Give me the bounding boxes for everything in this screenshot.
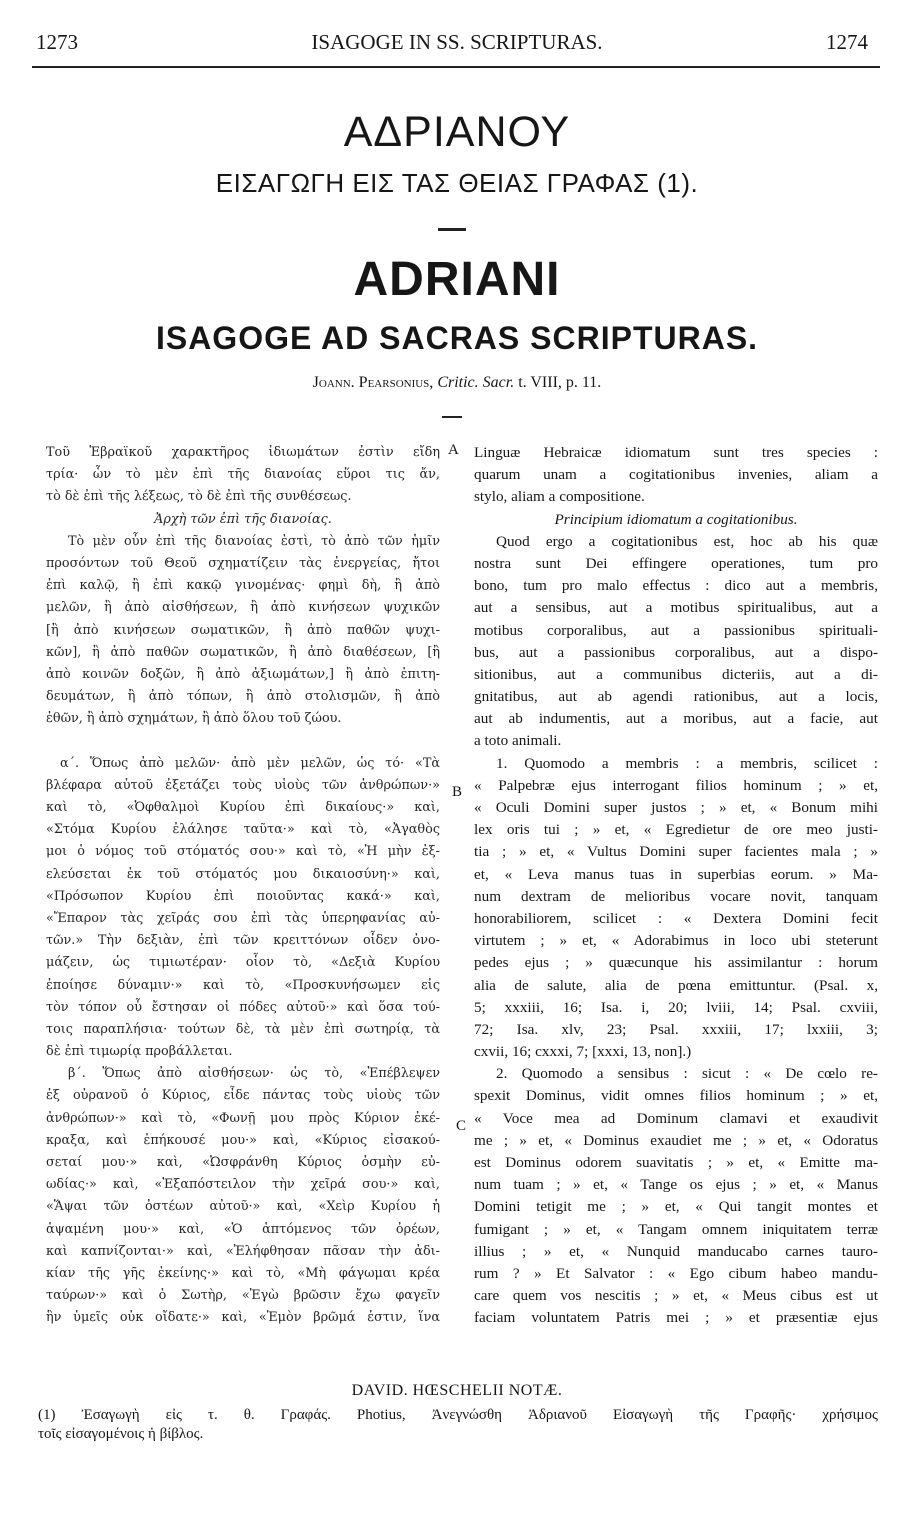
greek-line: κίαν τῆς γῆς ἐκείνης·» καὶ τὸ, «Μὴ φάγωμαι κρέα: [46, 1265, 440, 1281]
greek-line: καὶ καπνίζονται·» καὶ, «Ἐλήφθησαν πᾶσαν τὴν ἀδι-: [46, 1243, 440, 1259]
latin-line: Linguæ Hebraicæ idiomatum sunt tres species :: [474, 444, 878, 461]
margin-letter-b: B: [452, 784, 463, 800]
ref-divider: [442, 416, 462, 418]
latin-line: Principium idiomatum a cogitationibus.: [554, 510, 798, 528]
greek-column: [46, 442, 440, 1330]
greek-line: ἀπὸ κοινῶν δοξῶν, ἢ ἀπὸ ἀξιωμάτων,] ἢ ἀπὸ ἐπιτη-: [46, 666, 440, 682]
greek-line: μάζειν, ὡς τιμιωτέραν· οἷον τὸ, «Δεξιὰ Κυρίου: [46, 955, 440, 971]
latin-line: aut ab indumentis, aut a moribus, aut a facie, aut: [474, 710, 878, 728]
latin-line: bus, aut a passionibus corporalibus, aut a dispo-: [474, 643, 878, 661]
greek-line: μελῶν, ἢ ἀπὸ αἰσθήσεων, ἢ ἀπὸ κινήσεων ψυχικῶν: [46, 600, 440, 616]
greek-subtitle: ΕΙΣΑΓΩΓΗ ΕΙΣ ΤΑΣ ΘΕΙΑΣ ΓΡΑΦΑΣ (1).: [215, 168, 699, 198]
greek-line: καὶ τὸ, «Ὀφθαλμοὶ Κυρίου ἐπὶ δικαίους·» καὶ,: [46, 800, 440, 815]
latin-title: ADRIANI: [353, 253, 561, 306]
latin-line: aut a sensibus, aut a motibus spiritualibus, aut a: [474, 599, 878, 617]
latin-line: num tuam ; » et, « Tange os ejus ; » et, « Manus: [474, 1176, 878, 1194]
greek-line: κραξα, καὶ ἐπήκουσέ μου·» καὶ, «Κύριος εἰσακού-: [46, 1132, 440, 1148]
latin-line: nostra sunt Dei effingere operationes, tum pro: [474, 554, 878, 572]
footnote-line: (1) Ἐσαγωγὴ εἰς τ. θ. Γραφάς. Photius, Ἀνεγνώσθη Ἀδριανοῦ Εἰσαγωγὴ τῆς Γραφῆς· χρήσιμος: [38, 1407, 878, 1423]
notes-heading: DAVID. HŒSCHELII NOTÆ.: [351, 1382, 563, 1399]
latin-line: rum ? » Et Salvator : « Ego cibum habeo mandu-: [474, 1264, 878, 1282]
latin-line: « Palpebræ ejus interrogant filios hominum ; » et,: [474, 776, 878, 794]
margin-letter-a: A: [448, 442, 459, 458]
latin-line: bono, tum pro malo effectus : dico aut a membris,: [474, 577, 878, 595]
greek-line: τοις παραπλήσια· τούτων δὲ, τὰ μὲν ἐπὶ σωτηρίᾳ, τὰ: [46, 1021, 440, 1037]
source-reference: [0, 374, 914, 392]
greek-line: τὸ δὲ ἐπὶ τῆς λέξεως, τὸ δὲ ἐπὶ τῆς συνθέσεως.: [46, 489, 352, 505]
latin-line: tia ; » et, « Vultus Domini super facientes mala ; »: [474, 843, 878, 861]
latin-line: spexit Dominus, vidit omnes filios hominum ; » et,: [474, 1087, 878, 1105]
latin-line: 72; Isa. xlv, 23; Psal. xxxiii, 17; lxxiii, 3;: [474, 1020, 878, 1038]
latin-line: alia de salute, alia de pœna emittuntur. (Psal. x,: [474, 976, 878, 994]
greek-line: ἣν ὑμεῖς οὐκ οἴδατε·» καὶ, «Ἐμὸν βρῶμά ἐστιν, ἵνα: [46, 1310, 440, 1326]
greek-line: Ἀρχὴ τῶν ἐπὶ τῆς διανοίας.: [154, 511, 332, 527]
greek-line: ἐξ οὐρανοῦ ὁ Κύριος, εἶδε πάντας τοὺς υἱοὺς τῶν: [46, 1088, 440, 1104]
latin-column: [474, 442, 878, 1330]
footnote-line: τοῖς εἰσαγομένοις ἡ βίβλος.: [38, 1426, 204, 1442]
greek-line: ἐπὶ καλῷ, ἢ ἐπὶ κακῷ γινομένας· φημὶ δὴ, ἢ ἀπὸ: [46, 578, 440, 594]
greek-line: α΄. Ὅπως ἀπὸ μελῶν· ἀπὸ μὲν μελῶν, ὡς τό· «Τὰ: [60, 755, 440, 771]
greek-line: προσόντων τοῦ Θεοῦ σχηματίζειν τὰς ἐνεργείας, ἤτοι: [46, 555, 440, 571]
margin-letter-c: C: [456, 1118, 467, 1134]
latin-subtitle: ISAGOGE AD SACRAS SCRIPTURAS.: [155, 320, 759, 356]
latin-line: 1. Quomodo a membris : a membris, scilicet :: [496, 754, 878, 772]
latin-line: me ; » et, « Dominus exaudiet me ; » et, « Odoratus: [474, 1131, 878, 1149]
greek-line: τρία· ὧν τὸ μὲν ἐπὶ τῆς διανοίας εὕροι τις ἄν,: [46, 467, 440, 483]
latin-line: et, « Leva manus tuas in superbias eorum. » Ma-: [474, 865, 878, 883]
greek-line: «Ἔπαρον τὰς χεῖράς σου ἐπὶ τὰς ὑπερηφανίας αὐ-: [46, 910, 440, 926]
latin-line: sitionibus, aut a communibus dicteriis, aut a di-: [474, 665, 878, 683]
greek-line: ἐποίησε δύναμιν·» καὶ τὸ, «Προσκυνήσωμεν εἰς: [46, 977, 440, 993]
greek-line: [ἢ ἀπὸ κινήσεων σωματικῶν, ἢ ἀπὸ παθῶν ψυχι-: [46, 622, 440, 638]
greek-line: ταύρων·» καὶ ὁ Σωτὴρ, «Ἐγὼ βρῶσιν ἔχω φαγεῖν: [46, 1288, 440, 1304]
latin-line: num dextram de melioribus vocare novit, tanquam: [474, 887, 878, 905]
greek-line: σεταί μου·» καὶ, «Ὠσφράνθη Κύριος ὀσμὴν εὐ-: [46, 1155, 440, 1170]
greek-line: βλέφαρα αὐτοῦ ἐξετάζει τοὺς υἱοὺς τῶν ἀνθρώπων·»: [46, 777, 440, 793]
greek-line: τὸν τόπον οὗ ἔστησαν οἱ πόδες αὐτοῦ·» καὶ ὅσα τού-: [46, 999, 440, 1015]
latin-line: gnitatibus, aut ab agendi rationibus, aut a locis,: [474, 688, 878, 706]
latin-line: fumigant ; » et, « Tangam omnem iniquitatem terræ: [474, 1220, 878, 1238]
greek-line: [46, 730, 440, 752]
latin-line: stylo, aliam a compositione.: [474, 488, 645, 506]
latin-line: est Dominus odorem suavitatis ; » et, « Emitte ma-: [474, 1154, 878, 1171]
greek-line: ἁψαμένη μου·» καὶ, «Ὁ ἁπτόμενος τῶν ὀρέων,: [46, 1221, 440, 1237]
footnotes: [38, 1406, 878, 1444]
greek-line: «Στόμα Κυρίου ἐλάλησε ταῦτα·» καὶ τὸ, «Ἀγαθὸς: [46, 822, 440, 838]
latin-line: Domini tetigit me ; » et, « Qui tangit montes et: [474, 1198, 878, 1216]
greek-line: «Πρόσωπον Κυρίου ἐπὶ ποιοῦντας κακά·» καὶ,: [46, 888, 440, 904]
latin-line: illius ; » et, « Nunquid manducabo carnes tauro-: [474, 1242, 878, 1260]
greek-title: ΑΔΡΙΑΝΟΥ: [343, 108, 571, 156]
title-divider: [438, 228, 466, 231]
greek-line: τῶν.» Τὴν δεξιὰν, ἐπὶ τῶν κρειττόνων οἶδεν ὀνο-: [46, 933, 440, 949]
greek-line: ωδίας·» καὶ, «Ἐξαπόστειλον τὴν χεῖρά σου·» καὶ,: [46, 1177, 440, 1193]
latin-line: 5; xxxiii, 16; Isa. i, 20; lviii, 14; Psal. cxviii,: [474, 998, 878, 1016]
latin-line: honorabiliorem, scilicet : « Dextera Domini fecit: [474, 909, 878, 927]
source-location: t. VIII, p. 11.: [518, 374, 602, 391]
latin-line: « Oculi Domini super justos ; » et, « Bonum mihi: [474, 799, 878, 816]
header-rule: [32, 66, 880, 68]
greek-line: «Ἅψαι τῶν ὀστέων αὐτοῦ·» καὶ, «Χεὶρ Κυρίου ἡ: [46, 1199, 440, 1215]
latin-line: cxvii, 16; cxxxi, 7; [xxxi, 13, non].): [474, 1043, 692, 1061]
latin-line: faciam voluntatem Patris mei ; » et præsentiæ ejus: [474, 1309, 878, 1327]
greek-line: ἀνθρώπων·» καὶ τὸ, «Φωνῇ μου πρὸς Κύριον ἐκέ-: [46, 1110, 440, 1126]
latin-line: a toto animali.: [474, 732, 562, 750]
greek-line: ἐθῶν, ἢ ἀπὸ σχημάτων, ἢ ἀπὸ ὅλου τοῦ ζώου.: [46, 711, 342, 727]
latin-line: motibus corporalibus, aut a passionibus spirituali-: [474, 621, 878, 639]
latin-line: virtutem ; » et, « Adorabimus in loco ubi steterunt: [474, 932, 878, 950]
source-author: Joann. Pearsonius,: [312, 374, 434, 391]
latin-line: lex oris tui ; » et, « Egredietur de ore meo justi-: [474, 821, 878, 839]
running-header: [0, 30, 914, 60]
greek-line: δὲ ἐπὶ τιμωρίᾳ προβάλλεται.: [46, 1044, 233, 1060]
running-title: ISAGOGE IN SS. SCRIPTURAS.: [311, 30, 603, 54]
greek-line: Τὸ μὲν οὖν ἐπὶ τῆς διανοίας ἐστὶ, τὸ ἀπὸ τῶν ἡμῖν: [68, 533, 440, 549]
latin-line: 2. Quomodo a sensibus : sicut : « De cœlo re-: [496, 1065, 878, 1083]
latin-line: Quod ergo a cogitationibus est, hoc ab his quæ: [496, 532, 878, 550]
latin-line: quarum unam a cogitationibus invenies, aliam a: [474, 466, 878, 484]
page-number-right: 1274: [826, 30, 868, 54]
greek-line: ελεύσεται ἐκ τοῦ στόματός μου δικαιοσύνη·» καὶ,: [46, 866, 440, 882]
source-work: Critic. Sacr.: [437, 374, 515, 391]
greek-line: μοι ὁ νόμος τοῦ στόματός σου·» καὶ τὸ, «Ἡ μὴν ἐξ-: [46, 844, 440, 860]
page-number-left: 1273: [36, 30, 78, 54]
greek-line: κῶν], ἢ ἀπὸ παθῶν σωματικῶν, ἢ ἀπὸ διαθέσεων, [ἢ: [46, 644, 440, 660]
greek-line: Τοῦ Ἑβραϊκοῦ χαρακτῆρος ἰδιωμάτων ἐστὶν εἴδη: [46, 445, 440, 460]
latin-line: « Voce mea ad Dominum clamavi et exaudivit: [474, 1109, 878, 1127]
greek-line: β΄. Ὅπως ἀπὸ αἰσθήσεων· ὡς τὸ, «Ἐπέβλεψεν: [68, 1066, 440, 1082]
latin-line: care quem vos nescitis ; » et, « Meus cibus est ut: [474, 1287, 878, 1305]
latin-line: pedes ejus ; » quæcunque his assimilantur : horum: [474, 954, 878, 972]
greek-line: δευμάτων, ἢ ἀπὸ τόπων, ἢ ἀπὸ στολισμῶν, ἢ ἀπὸ: [46, 689, 440, 705]
